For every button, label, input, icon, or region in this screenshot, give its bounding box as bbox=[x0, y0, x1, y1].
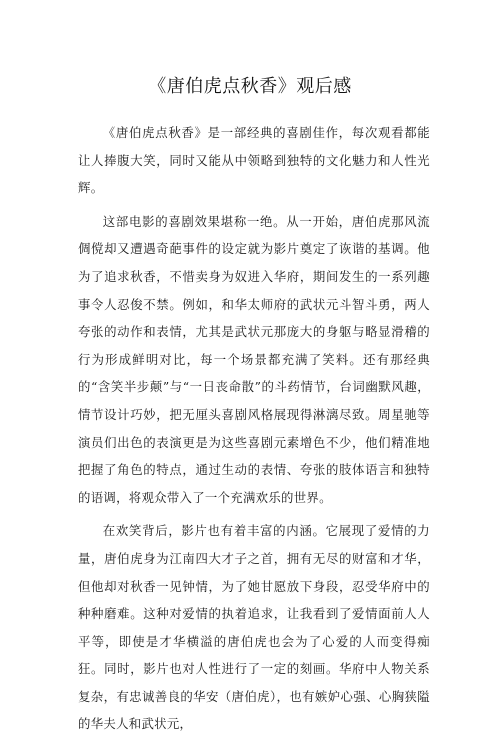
paragraph-intro: 《唐伯虎点秋香》是一部经典的喜剧佳作，每次观看都能让人捧腹大笑，同时又能从中领略到独特的文化魅力和人性光辉。 bbox=[78, 125, 430, 196]
document-body bbox=[78, 119, 430, 744]
document-title: 《唐伯虎点秋香》观后感 bbox=[148, 76, 352, 97]
paragraph-meaning: 在欢笑背后，影片也有着丰富的内涵。它展现了爱情的力量，唐伯虎身为江南四大才子之首，拥有无尽的财富和才华，但他却对秋香一见钟情，为了她甘愿放下身段，忍受华府中的种种磨难。这种对爱情的执着追求，让我看到了爱情面前人人平等，即使是才华横溢的唐伯虎也会为了心爱的人而变得痴狂。同时，影片也对人性进行了一定的刻画。华府中人物关系复杂，有忠诚善良的华安（唐伯虎），也有嫉妒心强、心胸狭隘的华夫人和武状元， bbox=[78, 523, 430, 732]
paragraph-comedy: 这部电影的喜剧效果堪称一绝。从一开始，唐伯虎那风流倜傥却又遭遇奇葩事件的设定就为影片奠定了诙谐的基调。他为了追求秋香，不惜卖身为奴进入华府，期间发生的一系列趣事令人忍俊不禁。例如，和华太师府的武状元斗智斗勇，两人夸张的动作和表情，尤其是武状元那庞大的身躯与略显滑稽的行为形成鲜明对比，每一个场景都充满了笑料。还有那经典的“含笑半步颠”与“一日丧命散”的斗药情节，台词幽默风趣，情节设计巧妙，把无厘头喜剧风格展现得淋漓尽致。周星驰等演员们出色的表演更是为这些喜剧元素增色不少，他们精准地把握了角色的特点，通过生动的表情、夸张的肢体语言和独特的语调，将观众带入了一个充满欢乐的世界。 bbox=[78, 213, 430, 505]
